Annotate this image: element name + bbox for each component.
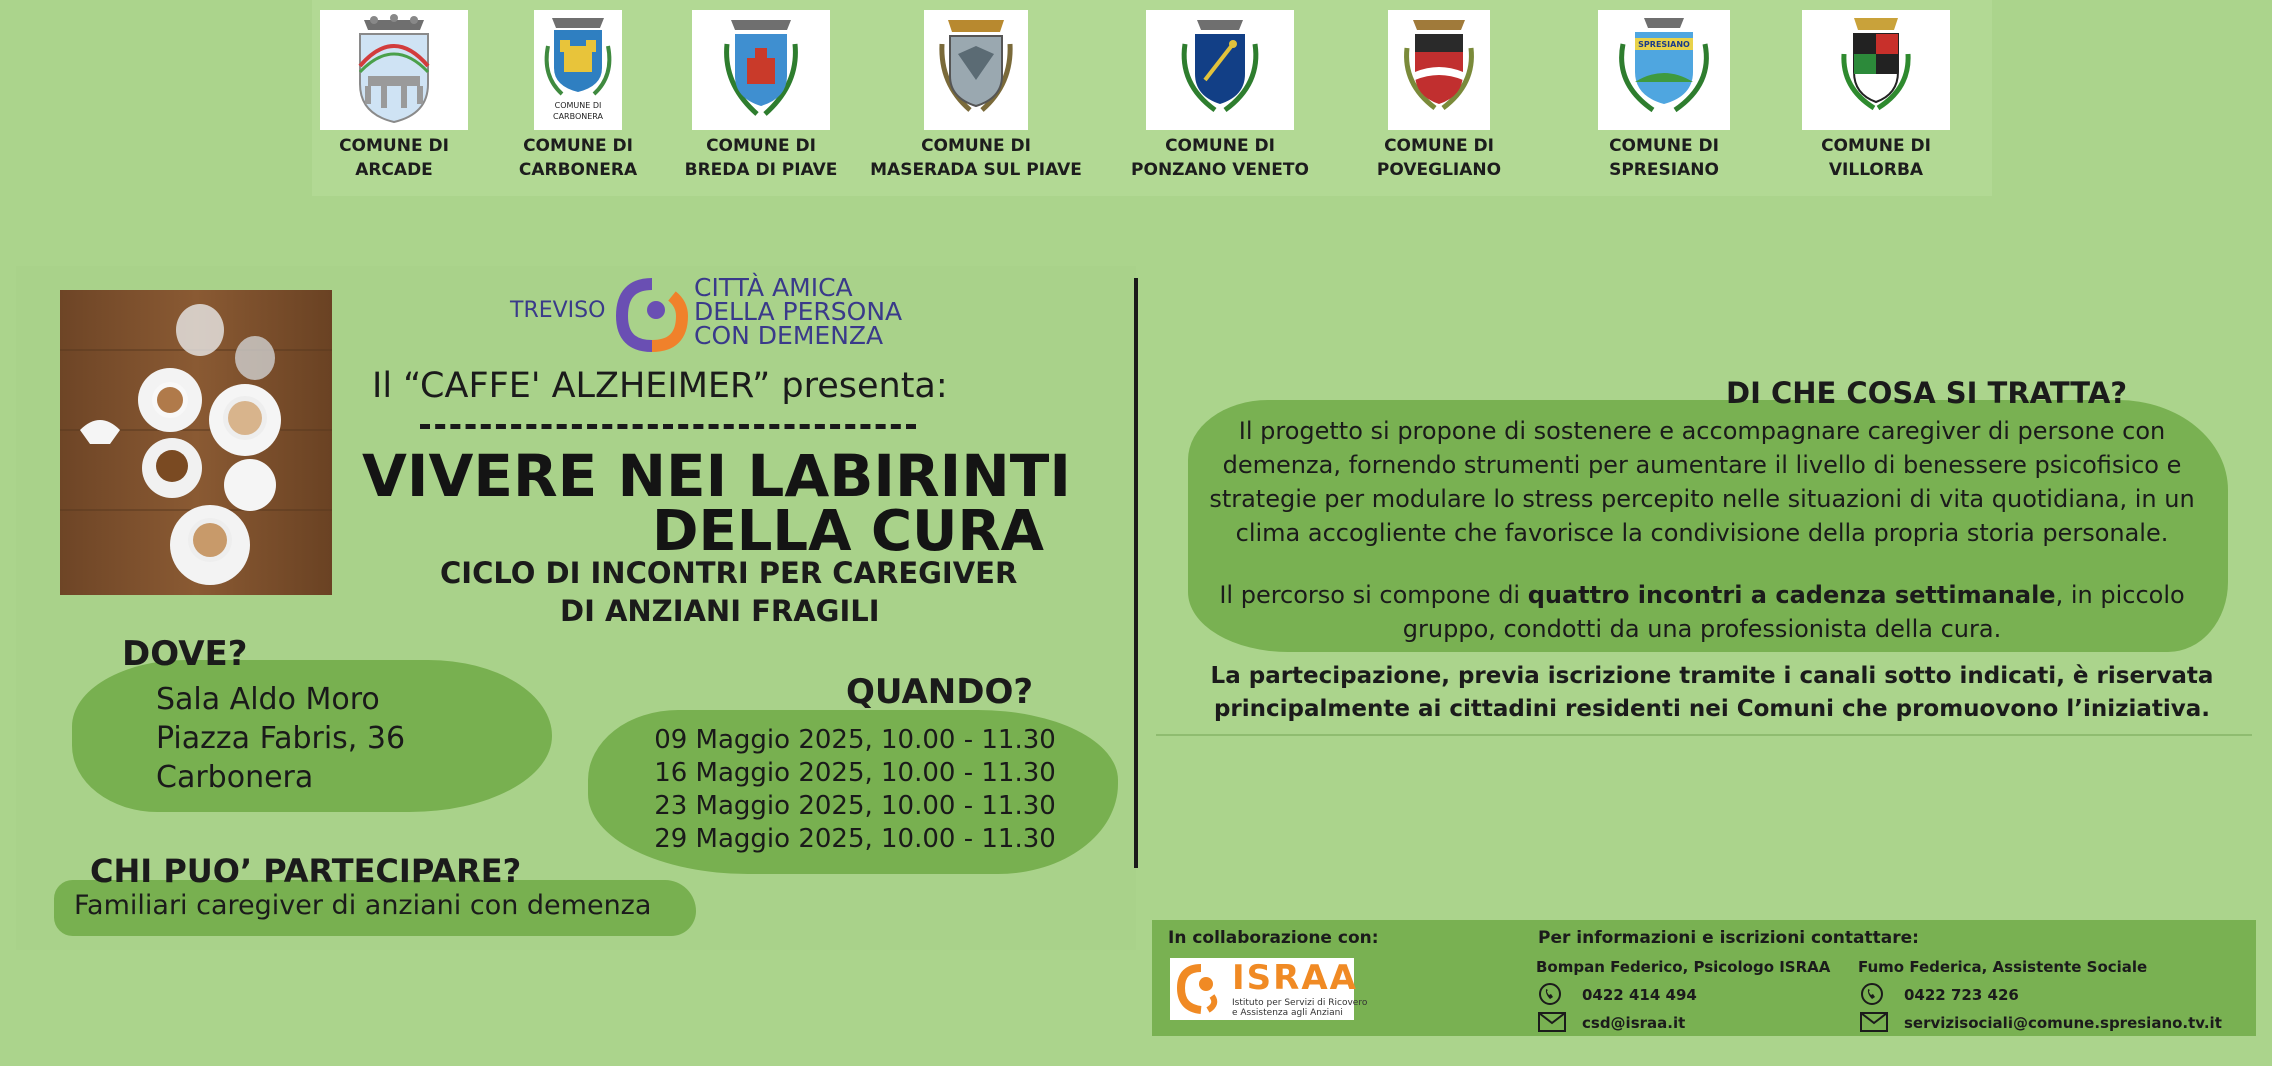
- who-heading: CHI PUO’ PARTECIPARE?: [90, 852, 522, 890]
- svg-text:CARBONERA: CARBONERA: [552, 112, 604, 121]
- when-heading: QUANDO?: [846, 672, 1034, 712]
- municipalities-strip: [312, 0, 1992, 196]
- israa-logo: [1170, 958, 1368, 1020]
- israa-subtitle: Istituto per Servizi di Ricovero e Assistenza agli Anziani: [1232, 998, 1368, 1018]
- coat-of-arms-breda-icon: [692, 10, 830, 130]
- where-details: [156, 680, 405, 797]
- presenter-line: Il “CAFFE' ALZHEIMER” presenta:: [372, 366, 948, 406]
- contact-box: [1152, 920, 2256, 1036]
- when-date-2: 16 Maggio 2025, 10.00 - 11.30: [654, 758, 1056, 788]
- dashed-separator: [420, 424, 916, 429]
- israa-logo-icon: [1174, 962, 1228, 1016]
- coat-of-arms-arcade-icon: [320, 10, 468, 130]
- dementia-friendly-icon: [616, 278, 688, 356]
- coat-of-arms-maserada-icon: [924, 10, 1028, 130]
- phone-icon: [1538, 982, 1562, 1010]
- contact-person-1-name: Bompan Federico, Psicologo ISRAA: [1536, 958, 1831, 976]
- right-separator: [1156, 734, 2252, 736]
- municipality-label-breda: COMUNE DI BREDA DI PIAVE: [684, 136, 838, 180]
- who-text: Familiari caregiver di anziani con demenza: [74, 890, 652, 921]
- svg-text:SPRESIANO: SPRESIANO: [1638, 40, 1690, 49]
- municipality-label-carbonera: COMUNE DI CARBONERA: [518, 136, 638, 180]
- when-date-1: 09 Maggio 2025, 10.00 - 11.30: [654, 725, 1056, 755]
- where-address: Piazza Fabris, 36: [156, 721, 406, 756]
- contact-person-1-phone[interactable]: 0422 414 494: [1582, 986, 1697, 1004]
- svg-text:COMUNE DI: COMUNE DI: [554, 101, 602, 110]
- israa-name: ISRAA: [1232, 958, 1358, 998]
- coffee-cups-photo: [60, 290, 332, 595]
- about-heading: DI CHE COSA SI TRATTA?: [1726, 376, 2128, 410]
- email-icon: [1538, 1012, 1566, 1036]
- where-town: Carbonera: [156, 760, 314, 795]
- municipality-label-maserada: COMUNE DI MASERADA SUL PIAVE: [870, 136, 1082, 180]
- treviso-logo-text: CITTÀ AMICA DELLA PERSONA CON DEMENZA: [694, 273, 903, 350]
- coat-of-arms-villorba-icon: [1802, 10, 1950, 130]
- section-divider: [1134, 278, 1138, 868]
- phone-icon: [1860, 982, 1884, 1010]
- when-dates: [620, 724, 1090, 856]
- event-title-line1: VIVERE NEI LABIRINTI: [362, 442, 1071, 510]
- municipality-label-villorba: COMUNE DI VILLORBA: [1821, 136, 1931, 180]
- when-date-3: 23 Maggio 2025, 10.00 - 11.30: [654, 791, 1056, 821]
- when-date-4: 29 Maggio 2025, 10.00 - 11.30: [654, 824, 1056, 854]
- contact-person-2-name: Fumo Federica, Assistente Sociale: [1858, 958, 2148, 976]
- event-title-line2: DELLA CURA: [652, 499, 1044, 564]
- contact-person-1-email[interactable]: csd@israa.it: [1582, 1014, 1686, 1032]
- coat-of-arms-spresiano-icon: [1598, 10, 1730, 130]
- coat-of-arms-povegliano-icon: [1388, 10, 1490, 130]
- coat-of-arms-ponzano-icon: [1146, 10, 1294, 130]
- contact-person-2-email[interactable]: servizisociali@comune.spresiano.tv.it: [1904, 1014, 2222, 1032]
- event-subtitle-line2: DI ANZIANI FRAGILI: [560, 594, 880, 628]
- participation-note: La partecipazione, previa iscrizione tramite i canali sotto indicati, è riservata principalmente ai cittadini residenti nei Comuni che promuovono l’iniziativa.: [1210, 663, 2214, 722]
- info-label: Per informazioni e iscrizioni contattare:: [1538, 928, 1919, 948]
- coat-of-arms-carbonera-icon: [534, 10, 622, 130]
- about-paragraph-1: Il progetto si propone di sostenere e accompagnare caregiver di persone con demenza, fornendo strumenti per aumentare il livello di benessere psicofisico e strategie per modulare lo stress percepito nelle situazioni di vita quotidiana, in un clima accogliente che favorisce la condivisione della propria storia personale.: [1209, 417, 2195, 547]
- municipality-label-povegliano: COMUNE DI POVEGLIANO: [1376, 136, 1502, 180]
- about-paragraph-2: Il percorso si compone di quattro incontri a cadenza settimanale, in piccolo gruppo, condotti da una professionista della cura.: [1219, 581, 2185, 643]
- contact-person-2-phone[interactable]: 0422 723 426: [1904, 986, 2019, 1004]
- treviso-logo-city: TREVISO: [510, 298, 606, 323]
- event-subtitle-line1: CICLO DI INCONTRI PER CAREGIVER: [440, 556, 1018, 590]
- where-heading: DOVE?: [122, 634, 248, 674]
- where-venue: Sala Aldo Moro: [156, 682, 380, 717]
- collab-label: In collaborazione con:: [1168, 928, 1379, 948]
- email-icon: [1860, 1012, 1888, 1036]
- municipality-label-spresiano: COMUNE DI SPRESIANO: [1609, 136, 1719, 180]
- municipality-label-ponzano: COMUNE DI PONZANO VENETO: [1131, 136, 1309, 180]
- municipality-label-arcade: COMUNE DI ARCADE: [339, 136, 449, 180]
